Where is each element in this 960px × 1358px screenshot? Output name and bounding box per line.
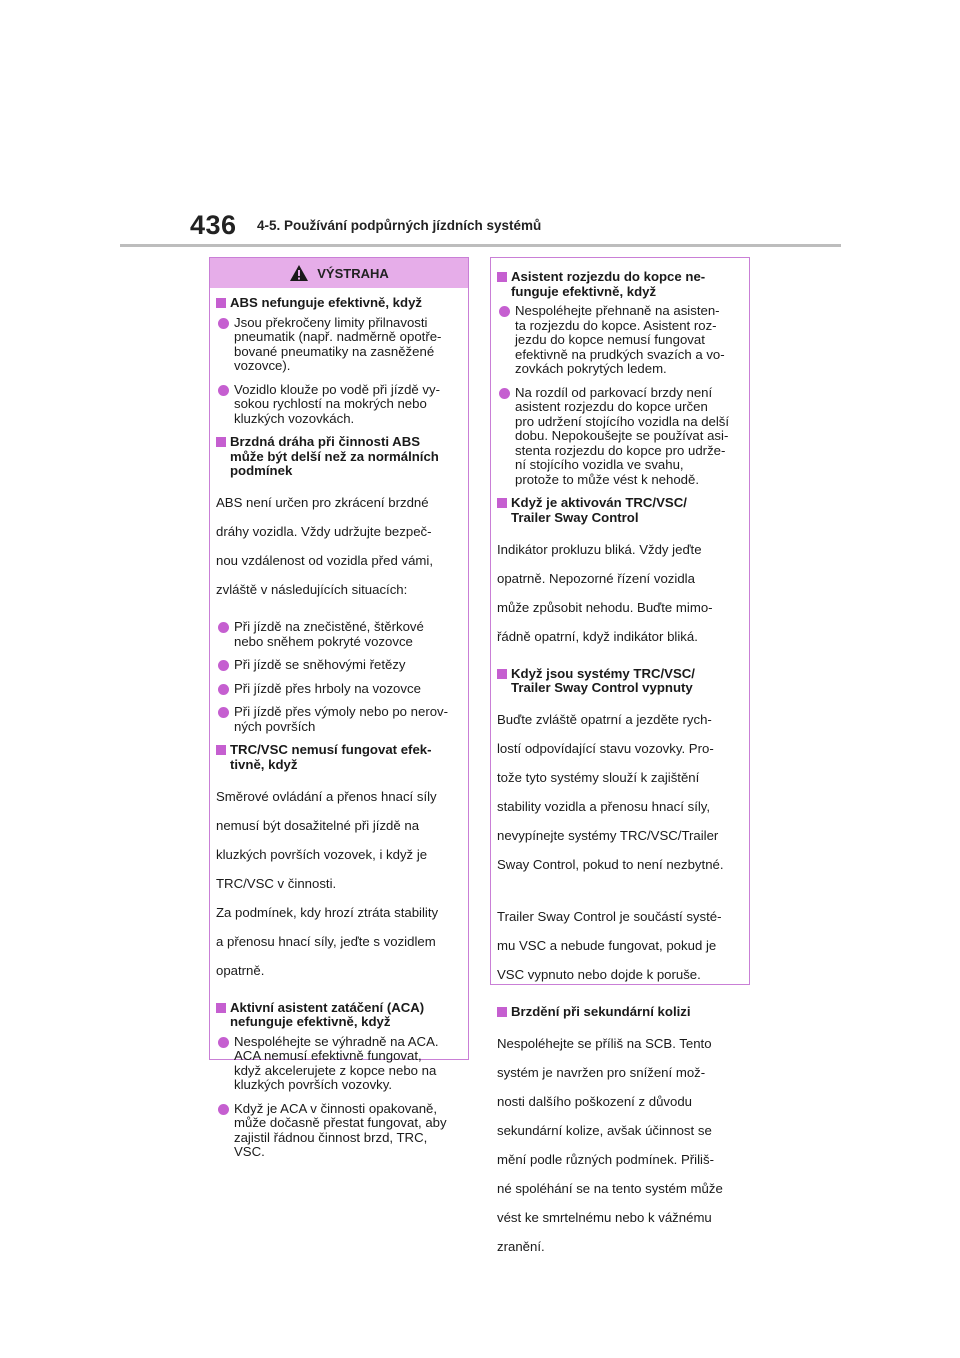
square-bullet-icon [216,437,226,447]
square-bullet-icon [497,272,507,282]
paragraph-trailer-sway: Trailer Sway Control je součástí systé- mu VSC a nebude fungovat, pokud je VSC vypnuto nebo dojde k poruše. [497,908,722,982]
heading-hill-assist: Asistent rozjezdu do kopce ne- funguje efektivně, když [497,270,741,299]
paragraph-trc: Směrové ovládání a přenos hnací síly nemusí být dosažitelné při jízdě na kluzkých površích vozovek, i když je TRC/VSC v činnosti. Za podmínek, kdy hrozí ztráta stability a přenosu hnací síly, jeďte s vozidlem opatrně. [216,788,439,978]
round-bullet-icon [218,385,229,396]
square-bullet-icon [497,1007,507,1017]
square-bullet-icon [216,1003,226,1013]
heading-abs: ABS nefunguje efektivně, když [216,296,460,311]
warning-header [210,258,468,288]
square-bullet-icon [497,498,507,508]
paragraph-braking: ABS není určen pro zkrácení brzdné dráhy vozidla. Vždy udržujte bezpeč- nou vzdálenost od vozidla před vámi, zvláště v následujících situacích: [216,495,433,597]
round-bullet-icon [218,660,229,671]
heading-trc-off: Když jsou systémy TRC/VSC/ Trailer Sway Control vypnuty [497,667,741,696]
square-bullet-icon [216,298,226,308]
warning-box-right [490,257,750,1254]
warning-title: VÝSTRAHA [317,265,389,281]
list-item: Při jízdě přes výmoly nebo po nerov- ných površích [216,705,460,734]
list-item: Při jízdě na znečistěné, štěrkové nebo sněhem pokryté vozovce [216,620,460,649]
paragraph-trc-off: Buďte zvláště opatrní a jezděte rych- lostí odpovídající stavu vozovky. Pro- tože tyto systémy slouží k zajištění stability vozidla a přenosu hnací síly, nevypínejte systémy TRC/VSC/Trailer Sway Control, pokud to není nezbytné. [497,712,724,872]
warning-triangle-icon [289,264,309,282]
list-item: Vozidlo klouže po vodě při jízdě vy- sokou rychlostí na mokrých nebo kluzkých vozovkách. [216,383,460,427]
round-bullet-icon [218,707,229,718]
round-bullet-icon [499,306,510,317]
list-item: Nespoléhejte se výhradně na ACA. ACA nemusí efektivně fungovat, když akcelerujete z kopce nebo na kluzkých površích vozovky. [216,1035,460,1093]
left-content [210,288,468,1160]
list-item: Při jízdě přes hrboly na vozovce [216,682,460,697]
heading-secondary-collision: Brzdění při sekundární kolizi [497,1005,741,1020]
right-content [491,258,749,1269]
paragraph-trc-active: Indikátor prokluzu bliká. Vždy jeďte opatrně. Nepozorné řízení vozidla může způsobit nehodu. Buďte mimo- řádně opatrní, když indikátor bliká. [497,541,713,644]
heading-aca: Aktivní asistent zatáčení (ACA) nefunguje efektivně, když [216,1001,460,1030]
square-bullet-icon [497,669,507,679]
heading-trc-active: Když je aktivován TRC/VSC/ Trailer Sway Control [497,496,741,525]
warning-box-left [209,257,469,1159]
round-bullet-icon [218,1104,229,1115]
heading-braking: Brzdná dráha při činnosti ABS může být delší než za normálních podmínek [216,435,460,479]
section-title: 4-5. Používání podpůrných jízdních systémů [257,218,542,233]
round-bullet-icon [218,1037,229,1048]
page-number: 436 [190,210,237,240]
round-bullet-icon [218,622,229,633]
list-item: Jsou překročeny limity přilnavosti pneumatik (např. nadměrně opotře- bované pneumatiky na zasněžené vozovce). [216,316,460,374]
paragraph-secondary-collision: Nespoléhejte se příliš na SCB. Tento systém je navržen pro snížení mož- nosti dalšího poškození z důvodu sekundární kolize, avšak účinnost se mění podle různých podmínek. Přiliš- né spoléhání se na tento systém může vést ke smrtelnému nebo k vážnému zranění. [497,1035,723,1254]
round-bullet-icon [218,684,229,695]
list-item: Na rozdíl od parkovací brzdy není asistent rozjezdu do kopce určen pro udržení stojícího vozidla na delší dobu. Nepokoušejte se používat asi- stenta rozjezdu do kopce pro udrže- ní stojícího vozidla ve svahu, protože to může vést k nehodě. [497,386,741,488]
round-bullet-icon [499,388,510,399]
heading-trc: TRC/VSC nemusí fungovat efek- tivně, když [216,743,460,772]
list-item: Při jízdě se sněhovými řetězy [216,658,460,673]
list-item: Když je ACA v činnosti opakovaně, může dočasně přestat fungovat, aby zajistil řádnou činnost brzd, TRC, VSC. [216,1102,460,1160]
list-item: Nespoléhejte přehnaně na asisten- ta rozjezdu do kopce. Asistent roz- jezdu do kopce nemusí fungovat efektivně na prudkých svazích a vo- zovkách pokrytých ledem. [497,304,741,377]
square-bullet-icon [216,745,226,755]
header-divider [120,244,841,247]
round-bullet-icon [218,318,229,329]
